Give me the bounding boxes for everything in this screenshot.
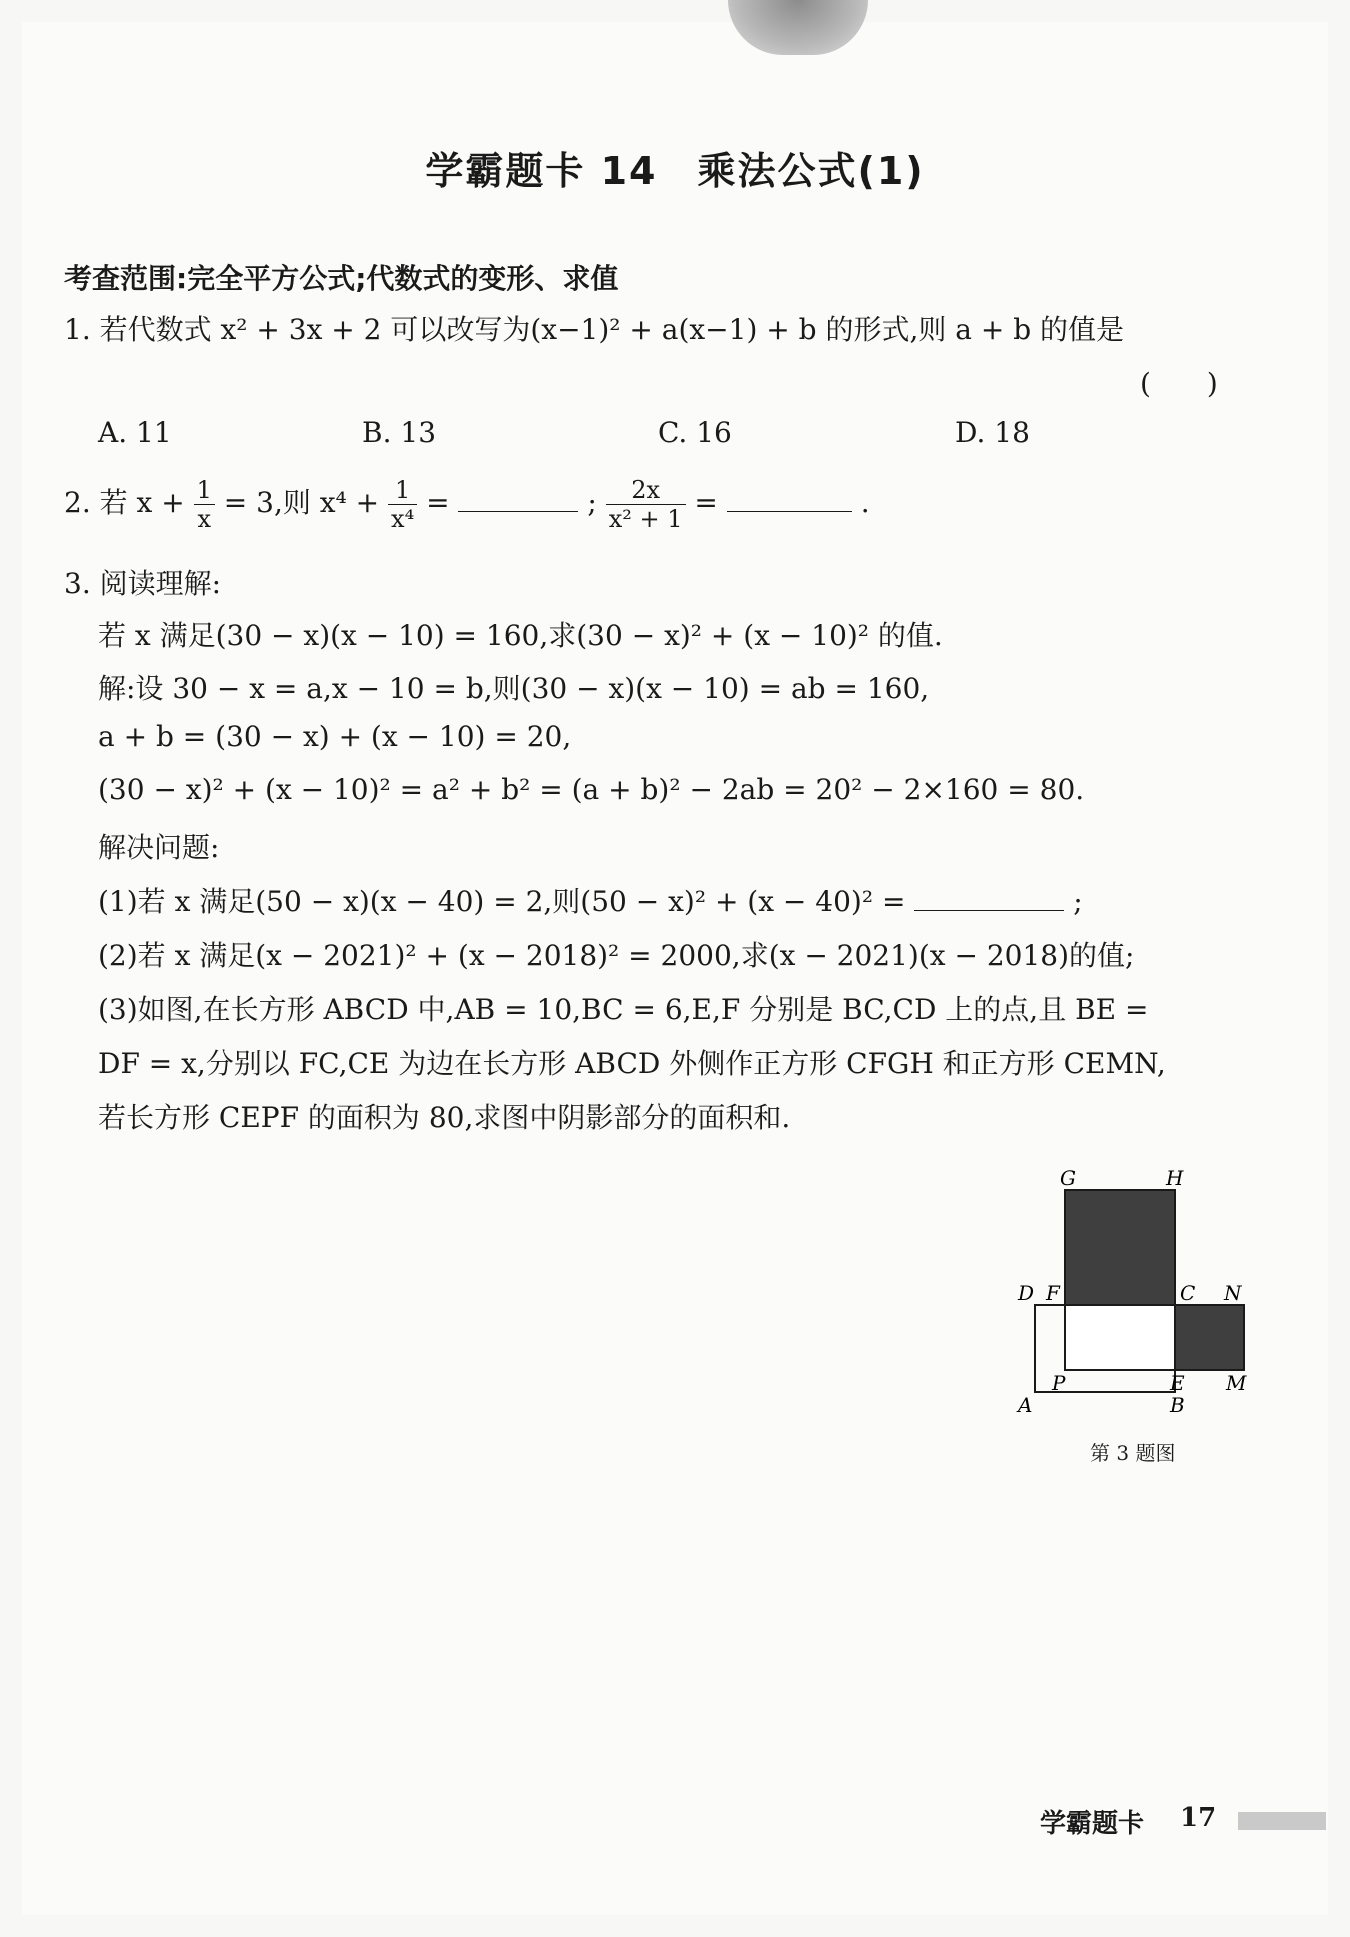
footer-bar	[1238, 1812, 1326, 1830]
q2-frac1-num: 1	[194, 476, 215, 505]
q2-fraction-2	[388, 476, 417, 533]
question-2	[64, 476, 870, 533]
q3-part-2: (2)若 x 满足(x − 2021)² + (x − 2018)² = 2000,求(x − 2021)(x − 2018)的值;	[98, 939, 1135, 972]
label-b: B	[1170, 1393, 1185, 1417]
q3-part-1	[98, 880, 1083, 920]
label-c: C	[1180, 1281, 1196, 1305]
q3-given: 若 x 满足(30 − x)(x − 10) = 160,求(30 − x)² + (x − 10)² 的值.	[98, 619, 943, 652]
q2-fraction-3	[606, 476, 686, 533]
q3-solution-line-1: 解:设 30 − x = a,x − 10 = b,则(30 − x)(x − 10) = ab = 160,	[98, 672, 930, 705]
label-h: H	[1166, 1166, 1184, 1190]
question-3-heading: 3. 阅读理解:	[64, 567, 222, 600]
q2-mid1: = 3,则 x⁴ +	[223, 486, 380, 519]
figure-caption: 第 3 题图	[1090, 1441, 1176, 1465]
option-a: A. 11	[98, 416, 172, 449]
geometry-figure	[1010, 1160, 1270, 1420]
q3-solution-line-3: (30 − x)² + (x − 10)² = a² + b² = (a + b)² − 2ab = 20² − 2×160 = 80.	[98, 773, 1085, 806]
label-f: F	[1046, 1281, 1060, 1305]
q2-sep: ;	[587, 486, 597, 519]
q3-part-3-line-1: (3)如图,在长方形 ABCD 中,AB = 10,BC = 6,E,F 分别是 BC,CD 上的点,且 BE =	[98, 993, 1149, 1026]
label-a: A	[1018, 1393, 1033, 1417]
answer-paren: ( )	[1140, 367, 1218, 400]
label-n: N	[1224, 1281, 1242, 1305]
q2-mid2: =	[426, 486, 450, 519]
answer-blank-3[interactable]	[914, 886, 1064, 911]
q2-mid3: =	[694, 486, 718, 519]
footer-label: 学霸题卡	[1040, 1809, 1145, 1839]
label-e: E	[1170, 1371, 1185, 1395]
q2-fraction-1	[194, 476, 215, 533]
answer-blank-1[interactable]	[458, 487, 578, 512]
q3-part-1-end: ;	[1073, 885, 1083, 918]
q2-end: .	[860, 486, 870, 519]
page-title: 学霸题卡 14 乘法公式(1)	[425, 149, 925, 193]
page-number: 17	[1180, 1803, 1217, 1833]
rectangle-cepf	[1065, 1305, 1175, 1370]
option-d: D. 18	[955, 416, 1030, 449]
square-cemn	[1175, 1305, 1244, 1370]
label-p: P	[1052, 1371, 1066, 1395]
q2-prefix: 2. 若 x +	[64, 486, 185, 519]
label-m: M	[1226, 1371, 1247, 1395]
q3-part-3-line-3: 若长方形 CEPF 的面积为 80,求图中阴影部分的面积和.	[98, 1101, 791, 1134]
q3-part-1-text: (1)若 x 满足(50 − x)(x − 40) = 2,则(50 − x)² + (x − 40)² =	[98, 885, 906, 918]
answer-blank-2[interactable]	[727, 487, 852, 512]
q2-frac3-den: x² + 1	[608, 505, 683, 533]
exam-scope: 考查范围:完全平方公式;代数式的变形、求值	[64, 262, 619, 295]
q2-frac1-den: x	[197, 505, 211, 533]
label-g: G	[1060, 1166, 1076, 1190]
question-1-stem: 1. 若代数式 x² + 3x + 2 可以改写为(x−1)² + a(x−1) + b 的形式,则 a + b 的值是	[64, 313, 1125, 346]
option-c: C. 16	[658, 416, 732, 449]
q2-frac2-den: x⁴	[391, 505, 415, 533]
option-b: B. 13	[362, 416, 437, 449]
q3-part-3-line-2: DF = x,分别以 FC,CE 为边在长方形 ABCD 外侧作正方形 CFGH 和正方形 CEMN,	[98, 1047, 1166, 1080]
label-d: D	[1018, 1281, 1035, 1305]
q2-frac3-num: 2x	[606, 476, 686, 505]
square-cfgh	[1065, 1190, 1175, 1305]
q3-solution-line-2: a + b = (30 − x) + (x − 10) = 20,	[98, 720, 572, 753]
q3-subheading: 解决问题:	[98, 831, 220, 864]
q2-frac2-num: 1	[388, 476, 417, 505]
